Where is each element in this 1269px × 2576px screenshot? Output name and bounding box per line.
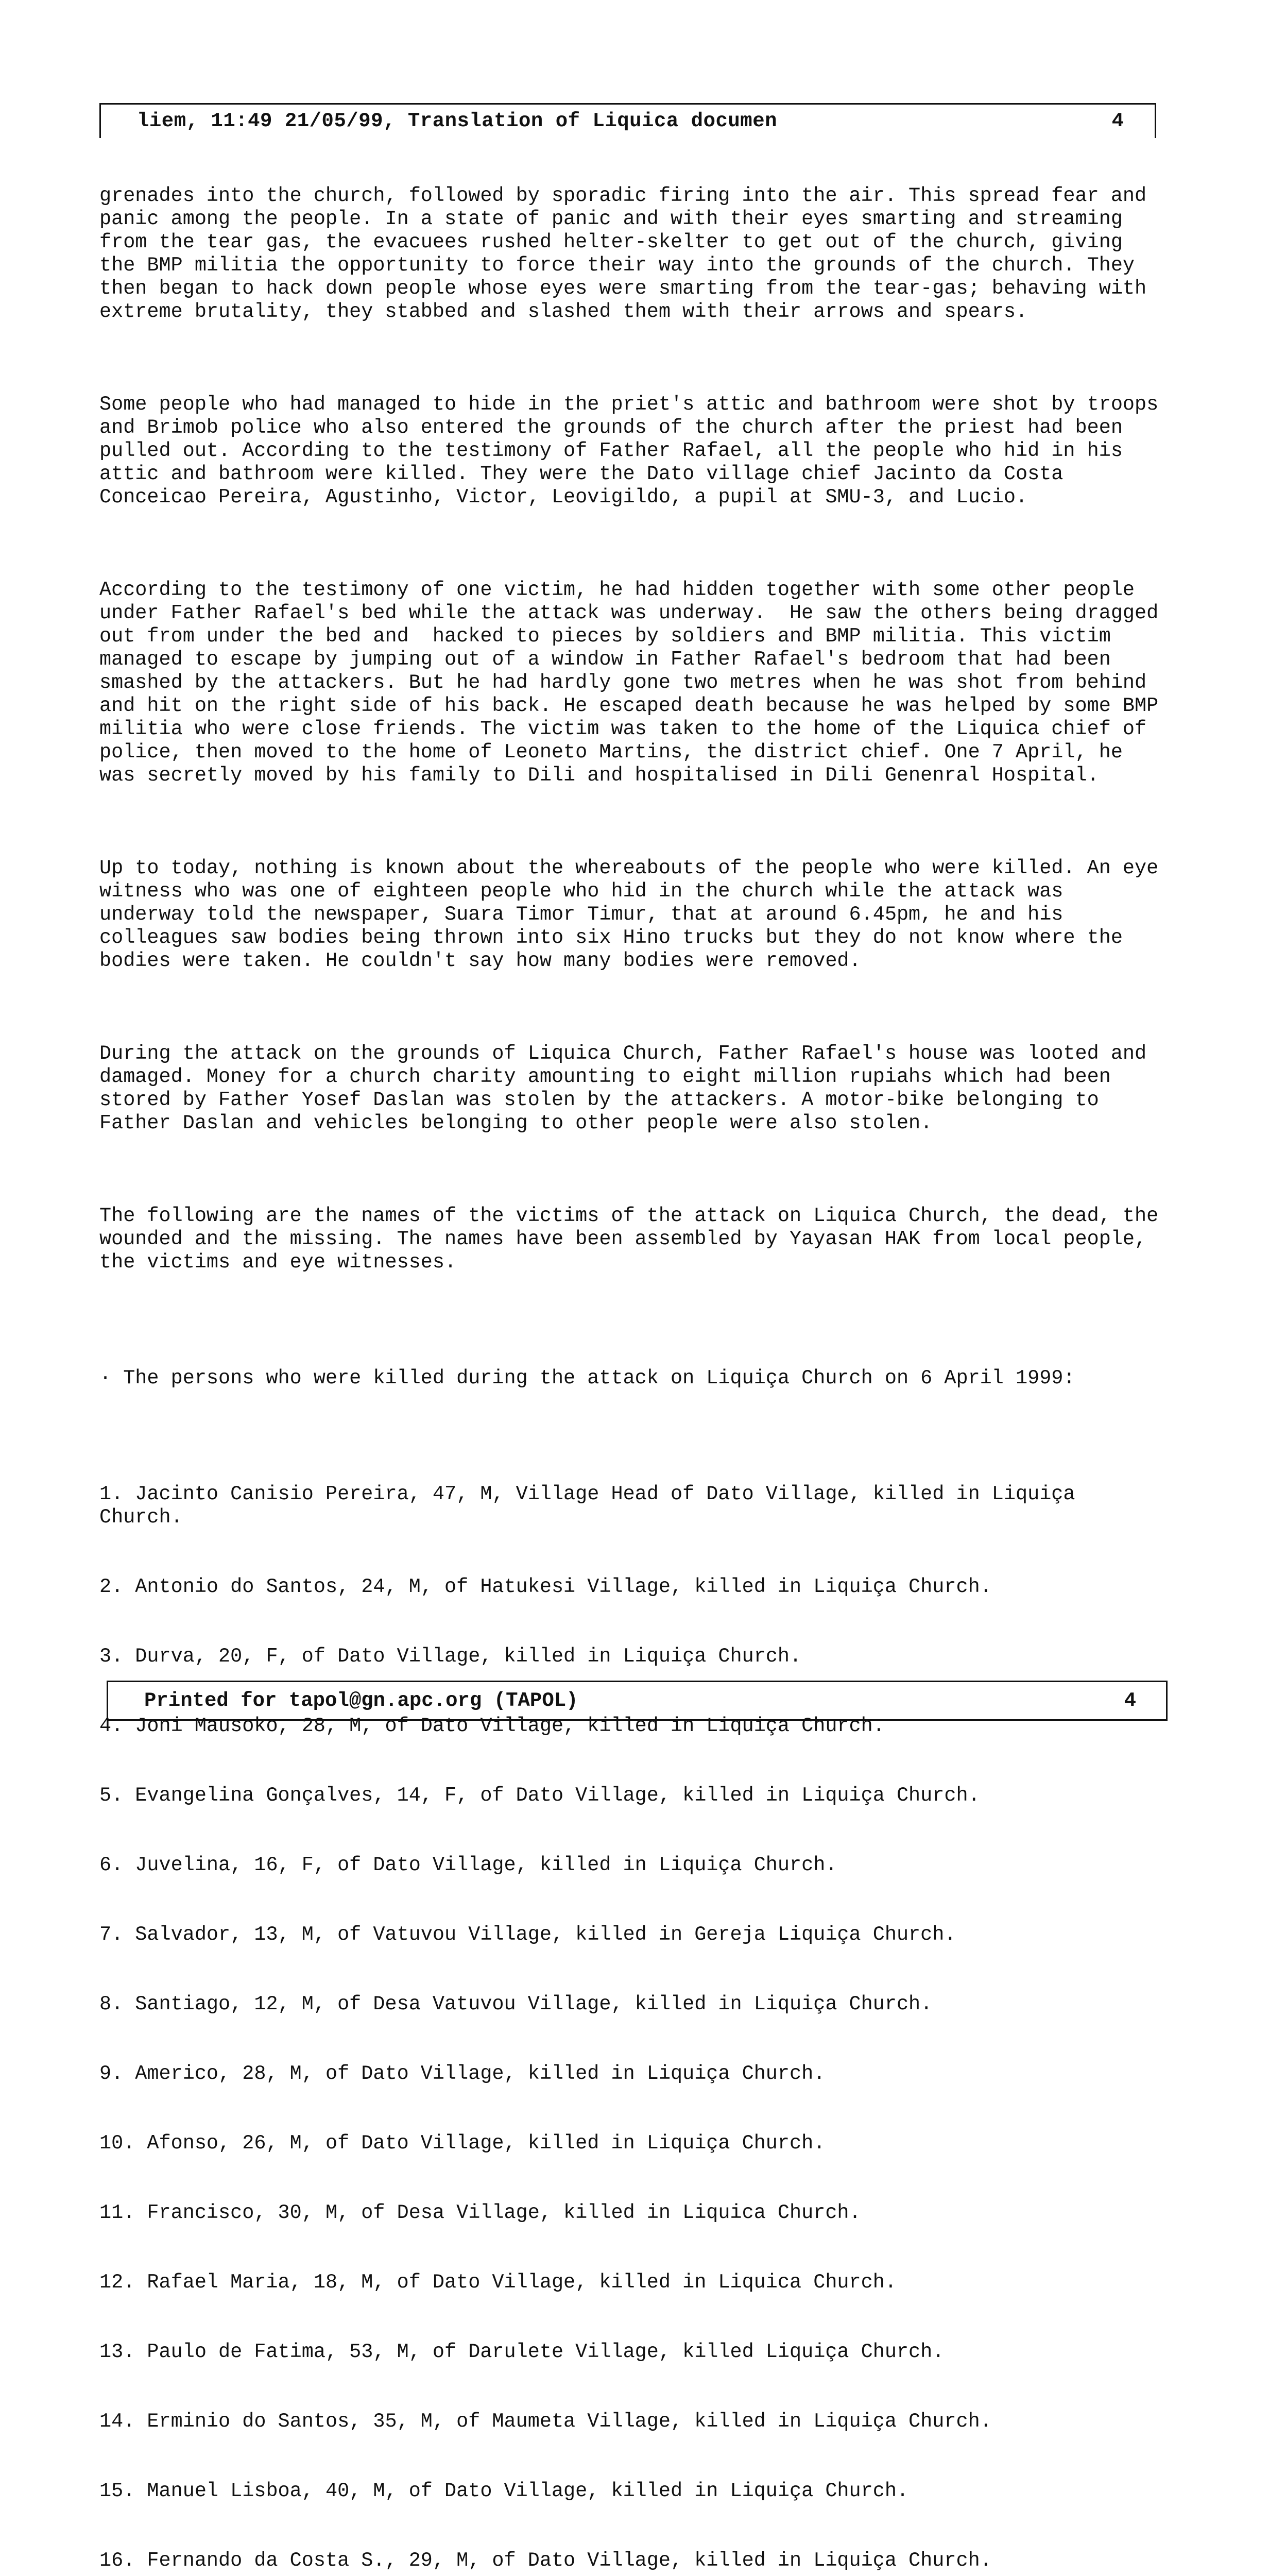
list-item: 4. Joni Mausoko, 28, M, of Dato Village, killed in Liquiça Church. (99, 1715, 885, 1737)
victims-list (99, 1436, 1165, 2576)
header-page-number: 4 (1111, 110, 1124, 132)
paragraph-4: Up to today, nothing is known about the whereabouts of the people who were killed. An eye witness who was one of eighteen people who hid in the church while the attack was underway told the newspaper, Suara Timor Timur, that at around 6.45pm, he and his colleagues saw bodies being thrown into six Hino trucks but they do not know where the bodies were taken. He couldn't say how many bodies were removed. (99, 857, 1171, 972)
list-item: 12. Rafael Maria, 18, M, of Dato Village, killed in Liquica Church. (99, 2271, 897, 2294)
footer-page-number: 4 (1124, 1689, 1136, 1712)
list-item: 16. Fernando da Costa S., 29, M, of Dato Village, killed in Liquiça Church. (99, 2549, 992, 2572)
list-item: 2. Antonio do Santos, 24, M, of Hatukesi Village, killed in Liquiça Church. (99, 1575, 992, 1598)
victims-list-intro: · The persons who were killed during the attack on Liquiça Church on 6 April 1999: (99, 1367, 1075, 1389)
list-item: 14. Erminio do Santos, 35, M, of Maumeta Village, killed in Liquiça Church. (99, 2410, 992, 2433)
header-title: liem, 11:49 21/05/99, Translation of Liquica documen (137, 110, 777, 132)
page-header (99, 103, 1156, 138)
document-body (99, 138, 1171, 2576)
list-item: 9. Americo, 28, M, of Dato Village, killed in Liquiça Church. (99, 2062, 826, 2085)
list-item: 15. Manuel Lisboa, 40, M, of Dato Village, killed in Liquiça Church. (99, 2480, 909, 2502)
paragraph-5: During the attack on the grounds of Liquica Church, Father Rafael's house was looted and damaged. Money for a church charity amounting to eight million rupiahs which had been stored by Father Yosef Daslan was stolen by the attackers. A motor-bike belonging to Father Daslan and vehicles belonging to other people were also stolen. (99, 1042, 1159, 1134)
list-item: 13. Paulo de Fatima, 53, M, of Darulete Village, killed Liquiça Church. (99, 2341, 945, 2363)
footer-printed-for: Printed for tapol@gn.apc.org (TAPOL) (144, 1689, 578, 1712)
list-item: 11. Francisco, 30, M, of Desa Village, killed in Liquica Church. (99, 2201, 861, 2224)
paragraph-6: The following are the names of the victims of the attack on Liquica Church, the dead, the wounded and the missing. The names have been assembled by Yayasan HAK from local people, the victims and eye witnesses. (99, 1205, 1171, 1274)
paragraph-2: Some people who had managed to hide in the priet's attic and bathroom were shot by troops and Brimob police who also entered the grounds of the church after the priest had been pulled out. According to the testimony of Father Rafael, all the people who hid in his attic and bathroom were killed. They were the Dato village chief Jacinto da Costa Conceicao Pereira, Agustinho, Victor, Leovigildo, a pupil at SMU-3, and Lucio. (99, 393, 1171, 509)
paragraph-1: grenades into the church, followed by sporadic firing into the air. This spread fear and panic among the people. In a state of panic and with their eyes smarting and streaming from the tear gas, the evacuees rushed helter-skelter to get out of the church, giving the BMP militia the opportunity to force their way into the grounds of the church. They then began to hack down people whose eyes were smarting from the tear-gas; behaving with extreme brutality, they stabbed and slashed them with their arrows and spears. (99, 184, 1159, 323)
list-item: 3. Durva, 20, F, of Dato Village, killed in Liquiça Church. (99, 1645, 802, 1668)
paragraph-3: According to the testimony of one victim, he had hidden together with some other people under Father Rafael's bed while the attack was underway. He saw the others being dragged out from under the bed and hacked to pieces by soldiers and BMP militia. This victim managed to escape by jumping out of a window in Father Rafael's bedroom that had been smashed by the attackers. But he had hardly gone two metres when he was shot from behind and hit on the right side of his back. He escaped death because he was helped by some BMP militia who were close friends. The victim was taken to the home of the Liquica chief of police, then moved to the home of Leoneto Martins, the district chief. One 7 April, he was secretly moved by his family to Dili and hospitalised in Dili Genenral Hospital. (99, 579, 1171, 787)
list-item: 6. Juvelina, 16, F, of Dato Village, killed in Liquiça Church. (99, 1854, 837, 1876)
list-item: 5. Evangelina Gonçalves, 14, F, of Dato Village, killed in Liquiça Church. (99, 1784, 980, 1807)
list-item: 8. Santiago, 12, M, of Desa Vatuvou Village, killed in Liquiça Church. (99, 1993, 933, 2015)
list-item: 7. Salvador, 13, M, of Vatuvou Village, killed in Gereja Liquiça Church. (99, 1923, 956, 1946)
page-footer (107, 1681, 1168, 1721)
list-item: 10. Afonso, 26, M, of Dato Village, killed in Liquiça Church. (99, 2132, 826, 2155)
list-item: 1. Jacinto Canisio Pereira, 47, M, Village Head of Dato Village, killed in Liquiça Church. (99, 1483, 1087, 1529)
